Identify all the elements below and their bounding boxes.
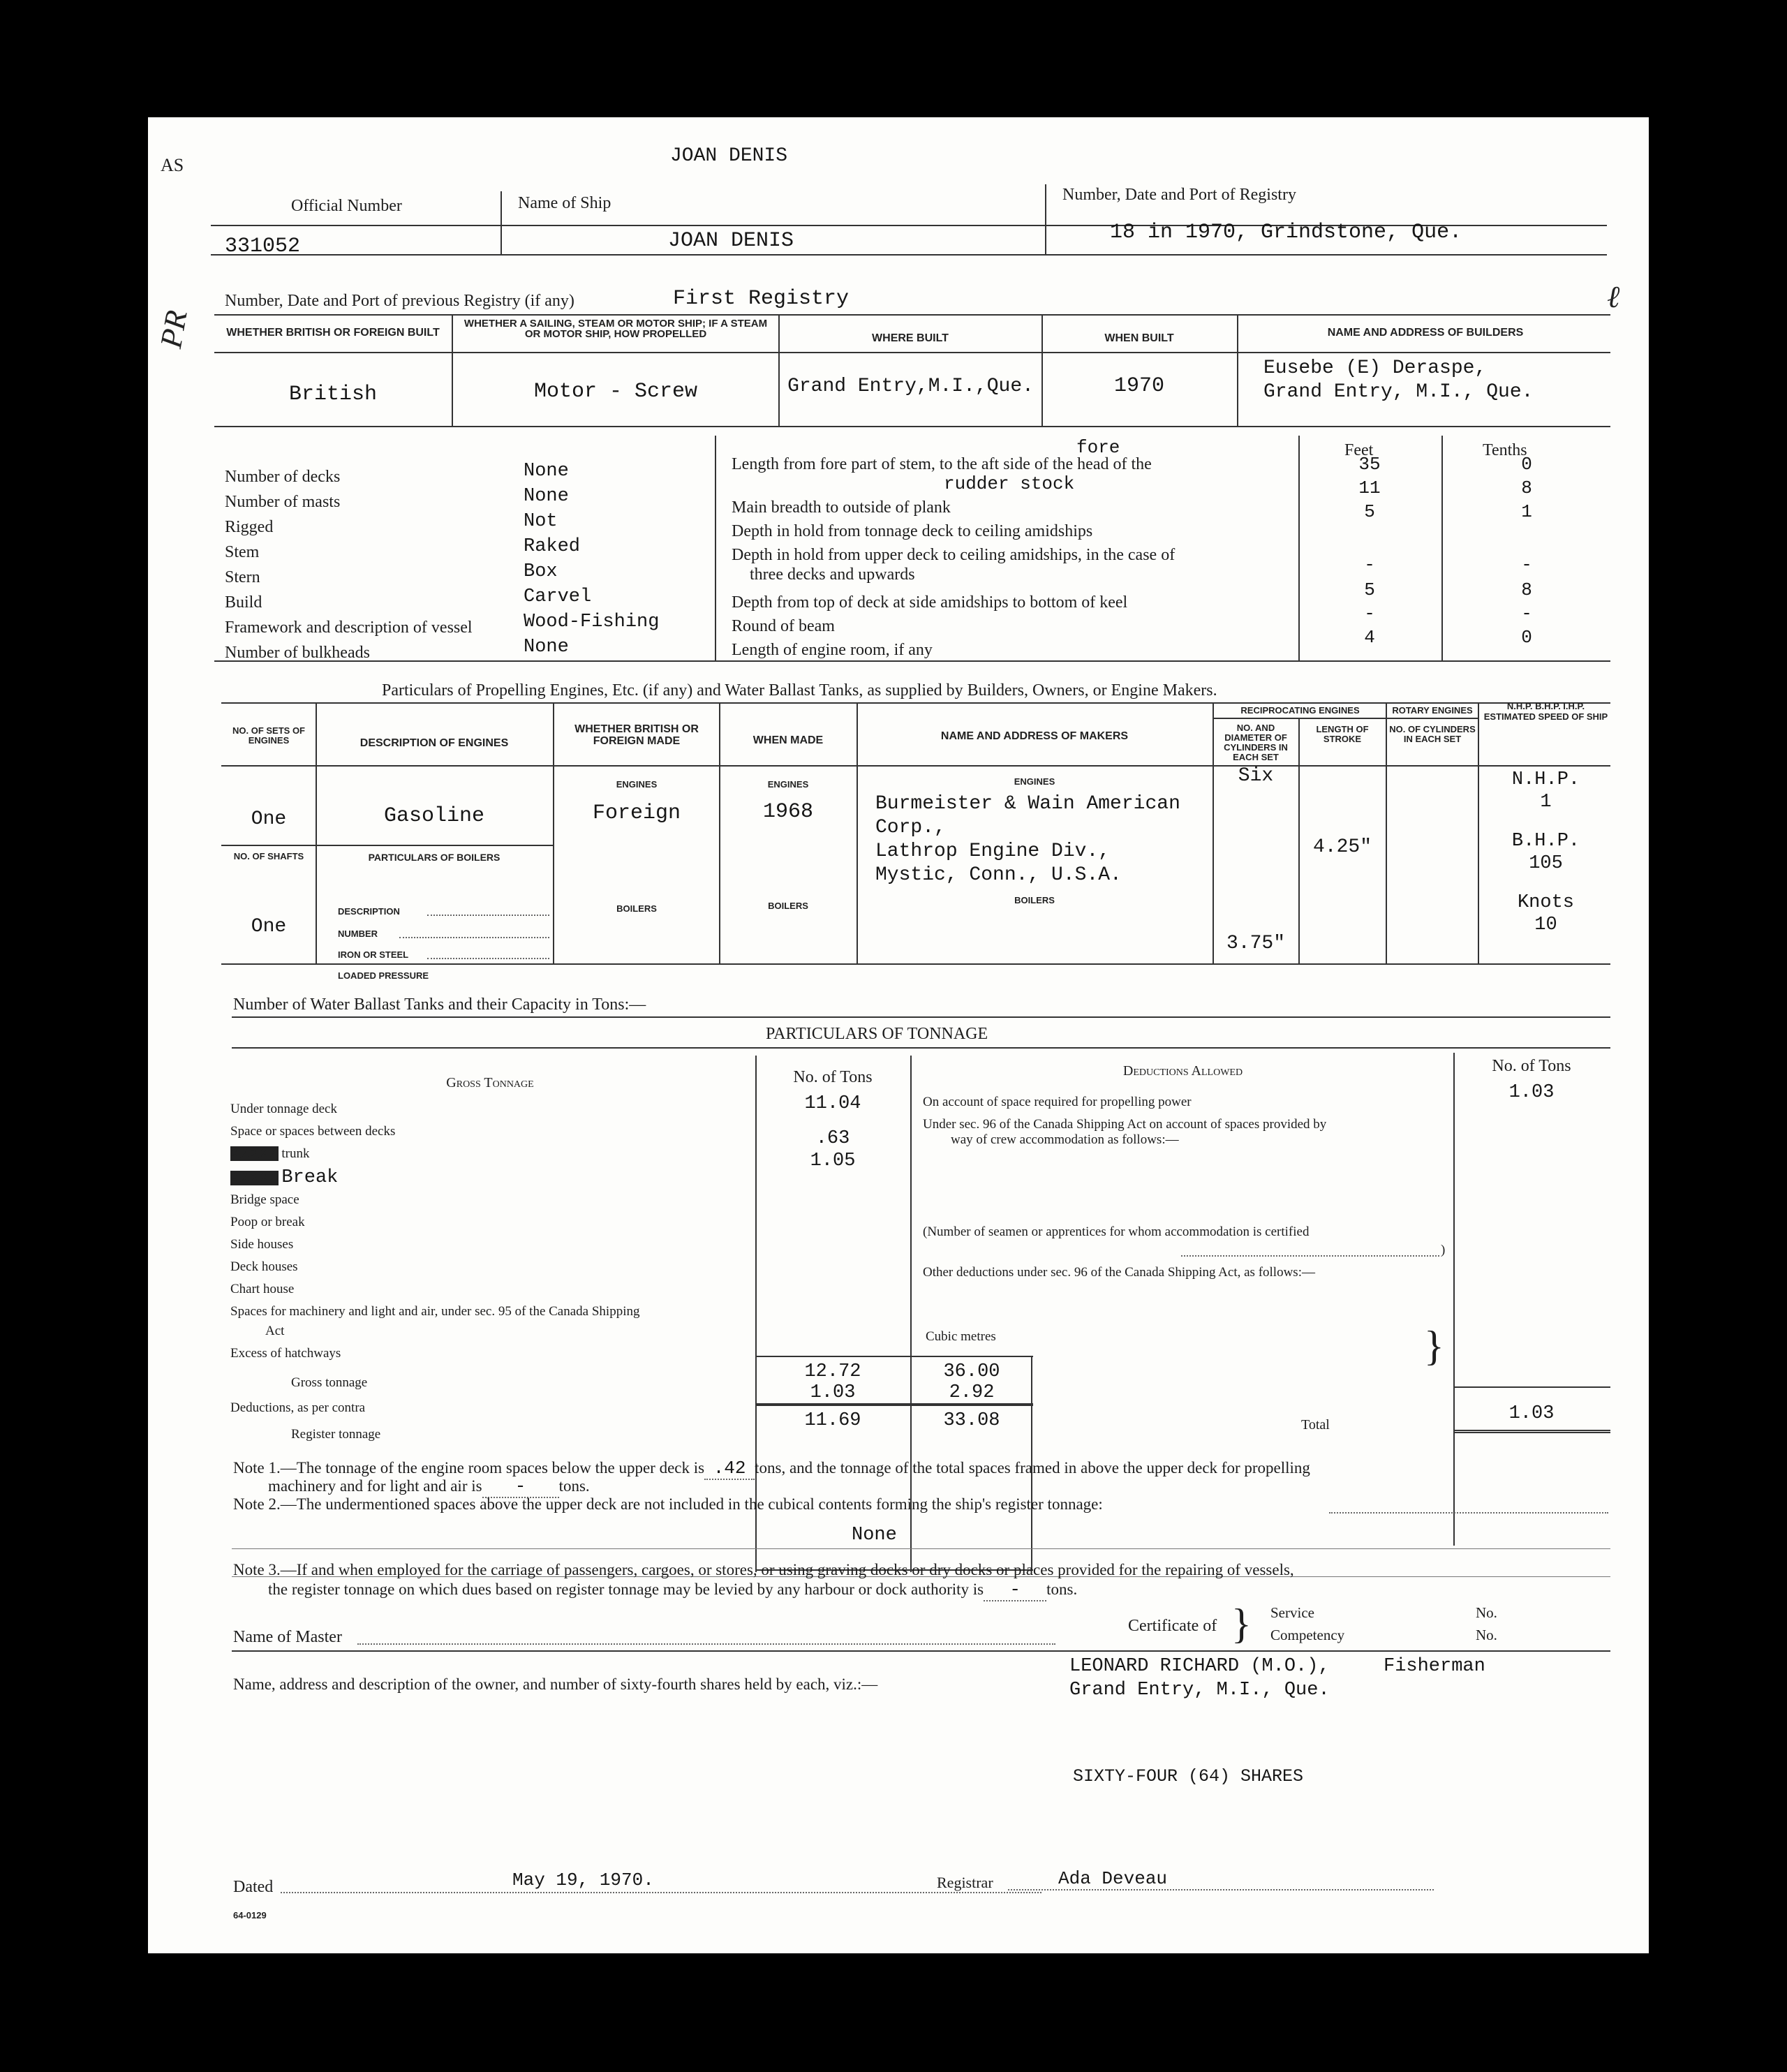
certificate-label: Certificate of xyxy=(1128,1617,1217,1635)
ballast-label: Number of Water Ballast Tanks and their Capacity in Tons:— xyxy=(233,996,646,1014)
knots-value: 10 xyxy=(1534,915,1557,935)
ship-name: JOAN DENIS xyxy=(668,229,794,253)
deduction-item: ) xyxy=(1441,1243,1446,1257)
note1-value2: - xyxy=(514,1476,526,1497)
detail-label: Stern xyxy=(225,568,260,586)
detail-label: Number of decks xyxy=(225,468,341,486)
cubic-metres-label: Cubic metres xyxy=(926,1329,996,1344)
when-built: 1970 xyxy=(1113,374,1164,398)
note2-value: None xyxy=(852,1525,897,1546)
maker-line: Corp., xyxy=(875,817,946,838)
gross-item-text: Break xyxy=(281,1167,339,1188)
propelling-tons: 1.03 xyxy=(1508,1082,1555,1103)
boilers-tag: BOILERS xyxy=(768,901,808,911)
dimension-label: Length from fore part of stem, to the aft side of the head of the xyxy=(732,455,1152,473)
engine-cylinders: Six xyxy=(1238,765,1274,787)
dimension-feet: 4 xyxy=(1364,627,1375,648)
gross-item-text: trunk xyxy=(281,1146,310,1161)
service-no-label: No. xyxy=(1476,1604,1497,1621)
where-built: Grand Entry,M.I.,Que. xyxy=(787,376,1034,397)
header-reciprocating: RECIPROCATING ENGINES xyxy=(1240,705,1360,716)
dimension-tenths: 8 xyxy=(1521,478,1532,498)
note3-value: - xyxy=(1009,1579,1021,1600)
note1-value: .42 xyxy=(713,1458,746,1479)
total-value: 1.03 xyxy=(1508,1403,1555,1424)
deduction-item: way of crew accommodation as follows:— xyxy=(951,1132,1179,1147)
bhp-value: 105 xyxy=(1529,853,1563,874)
gross-item: Deck houses xyxy=(230,1259,298,1274)
total-label: Total xyxy=(1301,1417,1330,1433)
form-number: 64-0129 xyxy=(233,1910,267,1921)
knots-label: Knots xyxy=(1517,892,1574,913)
header-foreign-made: WHETHER BRITISH OR FOREIGN MADE xyxy=(574,723,699,747)
header-when-built: WHEN BUILT xyxy=(1104,332,1174,344)
detail-label: Framework and description of vessel xyxy=(225,619,473,637)
dated-label: Dated xyxy=(233,1878,274,1896)
tonnage-title: PARTICULARS OF TONNAGE xyxy=(766,1025,988,1043)
detail-label: Rigged xyxy=(225,518,274,536)
dimension-label: Depth in hold from tonnage deck to ceiling amidships xyxy=(732,522,1093,540)
engine-stroke: 4.25" xyxy=(1312,836,1372,858)
shafts-value: One xyxy=(251,916,287,938)
gross-tonnage-label: Gross tonnage xyxy=(291,1375,368,1390)
gross-item: Space or spaces between decks xyxy=(230,1124,396,1139)
note3-cont xyxy=(268,1579,1077,1601)
dimension-tenths: - xyxy=(1521,554,1532,575)
boiler-field: NUMBER xyxy=(338,928,378,939)
engines-tag: ENGINES xyxy=(767,779,809,790)
dimension-feet: 35 xyxy=(1358,454,1381,475)
gross-tons: 12.72 xyxy=(804,1361,861,1382)
header-description: DESCRIPTION OF ENGINES xyxy=(359,737,509,749)
boiler-field: IRON OR STEEL xyxy=(338,949,409,960)
owner-occupation: Fisherman xyxy=(1384,1656,1485,1677)
registrar-name: Ada Deveau xyxy=(1058,1868,1168,1889)
detail-value: Wood-Fishing xyxy=(524,612,660,632)
header-sets: NO. OF SETS OF ENGINES xyxy=(232,725,305,746)
previous-registry-label: Number, Date and Port of previous Registry (if any) xyxy=(225,292,574,310)
dimension-label: Length of engine room, if any xyxy=(732,641,933,659)
deductions-label: Deductions, as per contra xyxy=(230,1400,366,1415)
header-stroke: LENGTH OF STROKE xyxy=(1316,724,1369,744)
boilers-tag: BOILERS xyxy=(1014,895,1055,905)
detail-value: Raked xyxy=(524,536,581,557)
header-power: N.H.P. B.H.P. I.H.P. ESTIMATED SPEED OF SHIP xyxy=(1483,701,1608,722)
gross-item: Side houses xyxy=(230,1237,294,1252)
dimension-feet: 11 xyxy=(1358,478,1381,498)
dimension-tenths: 1 xyxy=(1521,501,1532,522)
detail-value: Not xyxy=(524,511,558,532)
dimension-tenths: - xyxy=(1521,603,1532,624)
header-how-propelled: WHETHER A SAILING, STEAM OR MOTOR SHIP; IF A STEAM OR MOTOR SHIP, HOW PROPELLED xyxy=(464,318,768,340)
dimension-label: Round of beam xyxy=(732,617,835,635)
competency-label: Competency xyxy=(1270,1627,1345,1643)
header-where-built: WHERE BUILT xyxy=(872,332,949,344)
corner-code: AS xyxy=(161,155,184,175)
engines-tag: ENGINES xyxy=(616,779,658,790)
nhp-value: 1 xyxy=(1540,792,1552,813)
detail-value: Box xyxy=(524,561,558,582)
official-number: 331052 xyxy=(225,235,301,258)
dimension-tenths: 8 xyxy=(1521,579,1532,600)
boilers-tag: BOILERS xyxy=(616,903,657,914)
built-british: British xyxy=(288,383,378,406)
engine-year: 1968 xyxy=(762,800,813,824)
brace-icon: } xyxy=(1231,1601,1252,1647)
owner-shares: SIXTY-FOUR (64) SHARES xyxy=(1073,1766,1304,1786)
gross-cubic: 36.00 xyxy=(943,1361,1000,1382)
gross-value: 11.04 xyxy=(804,1093,861,1114)
detail-label: Build xyxy=(225,593,262,612)
gross-item: Bridge space xyxy=(230,1192,299,1207)
deduction-item: Under sec. 96 of the Canada Shipping Act on account of spaces provided by xyxy=(923,1117,1327,1132)
dimension-tenths: 0 xyxy=(1521,627,1532,648)
bhp-label: B.H.P. xyxy=(1511,831,1580,852)
note1-text-d: tons. xyxy=(558,1477,590,1495)
owner-label: Name, address and description of the owner, and number of sixty-fourth shares held by each, viz.:— xyxy=(233,1675,878,1693)
dimension-label: Depth from top of deck at side amidships to bottom of keel xyxy=(732,593,1128,612)
engine-description: Gasoline xyxy=(383,804,485,828)
deductions-header: Deductions Allowed xyxy=(1122,1063,1243,1079)
deduction-tons: 1.03 xyxy=(810,1382,856,1403)
header-cylinders: NO. AND DIAMETER OF CYLINDERS IN EACH SET xyxy=(1224,723,1288,762)
dimension-feet: - xyxy=(1364,554,1375,575)
service-label: Service xyxy=(1270,1604,1314,1621)
boiler-field: LOADED PRESSURE xyxy=(338,970,429,981)
master-label: Name of Master xyxy=(233,1628,342,1646)
note2: Note 2.—The undermentioned spaces above the upper deck are not included in the cubical contents forming the ship's register tonnage: xyxy=(233,1495,1103,1513)
note3-text-b: the register tonnage on which dues based on register tonnage may be levied by any harbour or dock authority is xyxy=(268,1581,984,1598)
engine-sets: One xyxy=(251,808,287,830)
detail-label: Number of bulkheads xyxy=(225,644,370,662)
owner-name: LEONARD RICHARD (M.O.), xyxy=(1069,1656,1330,1677)
gross-item: Spaces for machinery and light and air, under sec. 95 of the Canada Shipping xyxy=(230,1304,640,1319)
registrar-label: Registrar xyxy=(937,1874,993,1891)
maker-line: Lathrop Engine Div., xyxy=(875,841,1111,862)
dimension-label: Depth in hold from upper deck to ceiling amidships, in the case of xyxy=(732,546,1176,564)
registry-document xyxy=(148,117,1649,1953)
fore-insert: fore xyxy=(1076,437,1120,458)
gross-item: Poop or break xyxy=(230,1215,305,1229)
previous-registry: First Registry xyxy=(673,287,850,311)
detail-label: Stem xyxy=(225,543,260,561)
note1-text-b: tons, and the tonnage of the total spaces framed in above the upper deck for propelling xyxy=(755,1459,1310,1477)
detail-value: None xyxy=(524,637,569,658)
header-british-built: WHETHER BRITISH OR FOREIGN BUILT xyxy=(226,327,440,339)
detail-value: None xyxy=(524,486,569,507)
handwritten-check-right: ℓ xyxy=(1607,280,1620,314)
registry-port: 18 in 1970, Grindstone, Que. xyxy=(1110,221,1462,244)
header-makers: NAME AND ADDRESS OF MAKERS xyxy=(940,730,1129,742)
dimension-label: Main breadth to outside of plank xyxy=(732,498,951,517)
header-builders: NAME AND ADDRESS OF BUILDERS xyxy=(1327,327,1524,339)
official-number-label: Official Number xyxy=(291,197,402,215)
dimension-feet: 5 xyxy=(1364,579,1375,600)
dimension-feet: 5 xyxy=(1364,501,1375,522)
gross-value: 1.05 xyxy=(810,1150,856,1171)
name-of-ship-label: Name of Ship xyxy=(518,194,611,212)
note3: Note 3.—If and when employed for the carriage of passengers, cargoes, or stores, or using graving docks or dry docks or places provided for the repairing of vessels, xyxy=(233,1561,1294,1578)
deduction-cubic: 2.92 xyxy=(949,1382,995,1403)
builder-line2: Grand Entry, M.I., Que. xyxy=(1263,381,1534,403)
gross-item: Under tonnage deck xyxy=(230,1102,337,1116)
maker-line: Burmeister & Wain American xyxy=(875,793,1180,815)
tenths-header: Tenths xyxy=(1483,441,1527,459)
builder-line1: Eusebe (E) Deraspe, xyxy=(1263,357,1487,379)
dimension-label-cont: three decks and upwards xyxy=(750,565,915,584)
note1-text-a: Note 1.—The tonnage of the engine room spaces below the upper deck is xyxy=(233,1459,705,1477)
detail-value: None xyxy=(524,461,569,482)
engine-diameter: 3.75" xyxy=(1226,933,1285,954)
propulsion: Motor - Screw xyxy=(533,380,698,404)
date-value: May 19, 1970. xyxy=(512,1870,654,1890)
handwritten-initials-left: PR xyxy=(154,307,194,351)
register-cubic: 33.08 xyxy=(943,1410,1000,1431)
dimension-feet: - xyxy=(1364,603,1375,624)
gross-tonnage-header: Gross Tonnage xyxy=(446,1075,534,1090)
note1-text-c: machinery and for light and air is xyxy=(268,1477,482,1495)
registry-port-label: Number, Date and Port of Registry xyxy=(1062,186,1296,204)
engines-tag: ENGINES xyxy=(1014,776,1055,787)
boiler-field: DESCRIPTION xyxy=(338,906,400,917)
competency-no-label: No. xyxy=(1476,1627,1497,1643)
maker-line: Mystic, Conn., U.S.A. xyxy=(875,864,1122,886)
gross-item: XXXXX Break xyxy=(230,1167,339,1188)
gross-item: XXXXX trunk xyxy=(230,1146,310,1161)
engine-origin: Foreign xyxy=(592,801,681,825)
header-when-made: WHEN MADE xyxy=(752,734,824,746)
detail-value: Carvel xyxy=(524,586,592,607)
nhp-label: N.H.P. xyxy=(1511,769,1580,790)
header-rotary: ROTARY ENGINES xyxy=(1392,705,1473,716)
gross-value: .63 xyxy=(815,1128,850,1149)
owner-address: Grand Entry, M.I., Que. xyxy=(1069,1680,1330,1701)
bracket-icon: } xyxy=(1424,1323,1444,1369)
deduction-item: On account of space required for propelling power xyxy=(923,1095,1192,1109)
gross-item: Chart house xyxy=(230,1282,295,1296)
gross-item: Act xyxy=(265,1324,285,1338)
note3-text-c: tons. xyxy=(1046,1581,1078,1598)
header-rotary-cylinders: NO. OF CYLINDERS IN EACH SET xyxy=(1389,724,1476,744)
feet-header: Feet xyxy=(1344,441,1374,459)
tons-header-right: No. of Tons xyxy=(1492,1057,1571,1075)
ship-title: JOAN DENIS xyxy=(670,145,788,167)
engines-section-title: Particulars of Propelling Engines, Etc. (if any) and Water Ballast Tanks, as supplied by Builders, Owners, or Engine Makers. xyxy=(382,681,1217,700)
boilers-header: PARTICULARS OF BOILERS xyxy=(368,852,500,863)
rudder-stock-insert: rudder stock xyxy=(944,473,1075,494)
deduction-item: (Number of seamen or apprentices for whom accommodation is certified xyxy=(923,1224,1310,1239)
tons-header: No. of Tons xyxy=(793,1068,873,1086)
register-tonnage-label: Register tonnage xyxy=(291,1427,381,1442)
dimension-tenths: 0 xyxy=(1521,454,1532,475)
deduction-item: Other deductions under sec. 96 of the Canada Shipping Act, as follows:— xyxy=(923,1265,1315,1280)
gross-item: Excess of hatchways xyxy=(230,1346,341,1361)
register-tons: 11.69 xyxy=(804,1410,861,1431)
detail-label: Number of masts xyxy=(225,493,341,511)
shafts-label: NO. OF SHAFTS xyxy=(233,851,304,861)
